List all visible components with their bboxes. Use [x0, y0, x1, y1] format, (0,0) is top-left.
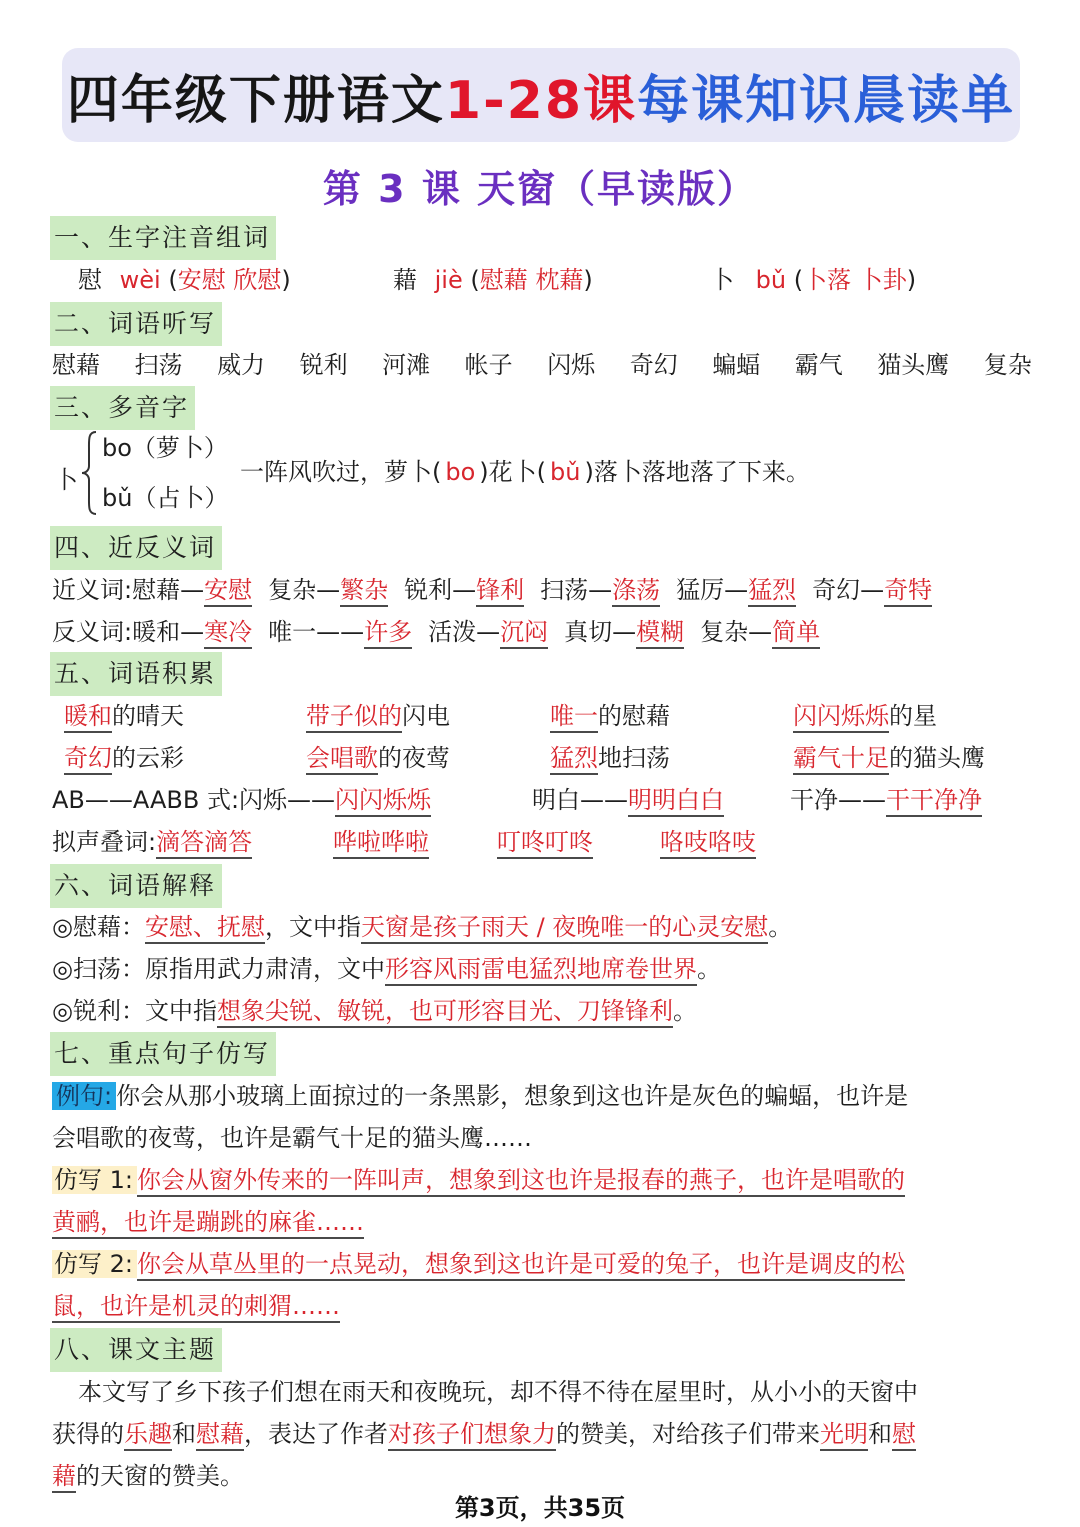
theme-text: ，表达了作者 [244, 1420, 388, 1448]
title-part-grade: 四年级下册语文 [66, 70, 445, 131]
onomatopoeia-item [333, 822, 429, 862]
pinyin: jiè [434, 266, 463, 294]
synonym-answer: 繁杂 [340, 576, 388, 607]
word: 唯一 [268, 618, 317, 646]
antonym-answer: 寒冷 [204, 618, 252, 649]
antonym-answer: 模糊 [636, 618, 684, 649]
words: 慰藉 枕藉 [479, 266, 584, 294]
explanation-text: 文中指 [144, 997, 217, 1025]
imitation-2-line-2 [52, 1286, 340, 1326]
dash: — [860, 576, 885, 604]
pinyin: wèi [119, 266, 161, 294]
pinyin: bǔ [755, 266, 787, 294]
imitation-text: 你会从草丛里的一点晃动，想象到这也许是可爱的兔子，也许是调皮的松 [137, 1250, 905, 1281]
dash: — [316, 576, 341, 604]
synonym-answer: 涤荡 [612, 576, 660, 607]
section-heading-8: 八、课文主题 [50, 1328, 222, 1372]
dictation-word: 蝙蝠 [712, 351, 761, 379]
dash: — [612, 618, 637, 646]
section-heading-4: 四、近反义词 [50, 526, 222, 570]
aabb-item [790, 780, 982, 820]
explanation-answer: 安慰、抚慰 [145, 913, 265, 944]
imitation-label: 仿写 1: [52, 1166, 137, 1194]
theme-line-1: 本文写了乡下孩子们想在雨天和夜晚玩，却不得不待在屋里时，从小小的天窗中 [78, 1378, 918, 1406]
explanation-1 [52, 907, 792, 947]
onomatopoeia-item [497, 822, 593, 862]
synonym-answer: 奇特 [884, 576, 932, 607]
phrase [306, 738, 450, 778]
synonym-answer: 安慰 [204, 576, 252, 607]
sentence-text: )花卜( [479, 458, 547, 486]
explanation-answer: 想象尖锐、敏锐，也可形容目光、刀锋锋利 [217, 997, 673, 1028]
imitation-text: 鼠，也许是机灵的刺猬…… [52, 1292, 340, 1323]
explanation-3 [52, 991, 697, 1031]
onomatopoeia-answer: 叮咚叮咚 [497, 828, 593, 859]
onomatopoeia-row [52, 822, 252, 862]
theme-answer: 对孩子们想象力 [388, 1420, 556, 1451]
period: 。 [672, 997, 697, 1025]
title-part-name: 每课知识晨读单 [637, 70, 1016, 131]
explanation-answer: 形容风雨雷电猛烈地席卷世界 [385, 955, 697, 986]
dictation-word: 河滩 [382, 351, 431, 379]
phrase-text: 的晴天 [112, 702, 184, 730]
example-sentence-line-1 [52, 1076, 908, 1116]
synonyms-row [52, 570, 932, 610]
word: 猛厉 [676, 576, 725, 604]
section-heading-7: 七、重点句子仿写 [50, 1032, 276, 1076]
theme-answer: 慰 [892, 1420, 916, 1451]
theme-answer: 光明 [820, 1420, 868, 1451]
synonym-answer: 猛烈 [748, 576, 796, 607]
word: 慰藉 [132, 576, 181, 604]
antonym-answer: 许多 [364, 618, 412, 649]
term-label: ◎扫荡： [52, 955, 145, 983]
section-heading-2: 二、词语听写 [50, 302, 222, 346]
phrase [550, 696, 670, 736]
phrase-text: 的慰藉 [598, 702, 670, 730]
term-label: ◎慰藉： [52, 913, 145, 941]
theme-text: 的天窗的赞美。 [76, 1462, 244, 1490]
onomatopoeia-answer: 哗啦哗啦 [333, 828, 429, 859]
theme-answer: 藉 [52, 1462, 76, 1493]
onomatopoeia-item [660, 822, 756, 862]
dash: — [724, 576, 749, 604]
word: 真切 [564, 618, 613, 646]
explanation-text: ，文中指 [264, 913, 361, 941]
dictation-word: 慰藉 [52, 351, 100, 379]
brace-icon [80, 430, 100, 516]
phrase-answer: 奇幻 [64, 744, 112, 775]
dictation-word: 威力 [217, 351, 266, 379]
title-banner [62, 48, 1020, 142]
imitation-text: 黄鹂，也许是蹦跳的麻雀…… [52, 1208, 364, 1239]
polyphone-brace-group [52, 428, 242, 518]
phrase-answer: 会唱歌 [306, 744, 378, 775]
aabb-item [532, 780, 724, 820]
dictation-word: 复杂 [983, 351, 1032, 379]
char: 卜 [710, 266, 734, 294]
polyphone-char: 卜 [54, 466, 78, 494]
aabb-label: AB——AABB 式:闪烁—— [52, 786, 336, 814]
aabb-answer: 明明白白 [628, 786, 724, 817]
example-sentence-line-2: 会唱歌的夜莺，也许是霸气十足的猫头鹰…… [52, 1124, 532, 1152]
theme-text: 获得的 [52, 1420, 124, 1448]
sentence-text: 一阵风吹过，萝卜( [240, 458, 442, 486]
phrase-text: 的云彩 [112, 744, 184, 772]
word: 暖和 [132, 618, 181, 646]
dictation-word: 霸气 [794, 351, 843, 379]
char: 藉 [393, 266, 417, 294]
words: 卜落 卜卦 [803, 266, 907, 294]
dash: — [476, 618, 501, 646]
phrase [793, 738, 985, 778]
explanation-2 [52, 949, 721, 989]
imitation-1-line-2 [52, 1202, 364, 1242]
synonym-answer: 锋利 [476, 576, 524, 607]
page-footer: 第3页，共35页 [454, 1494, 626, 1522]
dictation-word: 奇幻 [629, 351, 678, 379]
phrase-text: 的星 [889, 702, 937, 730]
phrase-answer: 唯一 [550, 702, 598, 733]
phrase-text: 的猫头鹰 [889, 744, 985, 772]
answer-bu: bǔ [550, 458, 581, 486]
example-label: 例句: [52, 1082, 116, 1110]
dash: — [180, 576, 205, 604]
imitation-label: 仿写 2: [52, 1250, 137, 1278]
onomatopoeia-answer: 滴答滴答 [156, 828, 252, 859]
char: 慰 [78, 266, 102, 294]
polyphone-sentence [240, 452, 810, 492]
theme-text: 和 [172, 1420, 196, 1448]
aabb-word: 明白—— [532, 786, 628, 814]
dash: — [588, 576, 613, 604]
lesson-title: 第 3 课 天窗（早读版） [322, 167, 758, 211]
phrase-answer: 暖和 [64, 702, 112, 733]
phrase [793, 696, 937, 736]
phrase-answer: 闪闪烁烁 [793, 702, 889, 733]
period: 。 [696, 955, 721, 983]
char-item-3: 卜 bǔ (卜落 卜卦) [710, 266, 917, 294]
char-item-1: 慰 wèi (安慰 欣慰) [78, 266, 291, 294]
explanation-text: 原指用武力肃清，文中 [144, 955, 385, 983]
dash: — [340, 618, 365, 646]
theme-text: 的赞美，对给孩子们带来 [556, 1420, 820, 1448]
title-part-range: 1-28课 [444, 70, 638, 131]
dash: — [452, 576, 477, 604]
word: 复杂 [268, 576, 317, 604]
onomatopoeia-label: 拟声叠词: [52, 828, 157, 856]
char-item-2: 藉 jiè (慰藉 枕藉) [393, 266, 593, 294]
antonyms-row [52, 612, 820, 652]
phrase [550, 738, 670, 778]
antonyms-label: 反义词: [52, 618, 133, 646]
phrase-answer: 猛烈 [550, 744, 598, 775]
section-heading-5: 五、词语积累 [50, 652, 222, 696]
reading-2: bǔ（占卜） [102, 484, 229, 512]
theme-answer: 乐趣 [124, 1420, 172, 1451]
imitation-1-line-1 [52, 1160, 905, 1200]
aabb-answer: 闪闪烁烁 [335, 786, 431, 817]
phrase-text: 的夜莺 [378, 744, 450, 772]
dictation-word: 猫头鹰 [877, 351, 950, 379]
word: 复杂 [700, 618, 749, 646]
phrase-answer: 带子似的 [306, 702, 402, 733]
period: 。 [768, 913, 793, 941]
reading-1: bo（萝卜） [102, 434, 228, 462]
section-heading-3: 三、多音字 [50, 386, 195, 430]
phrase [306, 696, 450, 736]
phrase-text: 闪电 [402, 702, 450, 730]
theme-line-2 [52, 1414, 916, 1454]
section-heading-1: 一、生字注音组词 [50, 216, 276, 260]
answer-bo: bo [445, 458, 476, 486]
antonym-answer: 简单 [772, 618, 820, 649]
section-heading-6: 六、词语解释 [50, 864, 222, 908]
phrase [64, 738, 184, 778]
dictation-word: 扫荡 [134, 351, 183, 379]
term-label: ◎锐利： [52, 997, 145, 1025]
dictation-word: 帐子 [464, 351, 513, 379]
word: 扫荡 [540, 576, 589, 604]
sentence-text: )落卜落地落了下来。 [584, 458, 810, 486]
dictation-word: 锐利 [299, 351, 348, 379]
antonym-answer: 沉闷 [500, 618, 548, 649]
phrase-answer: 霸气十足 [793, 744, 889, 775]
example-text: 你会从那小玻璃上面掠过的一条黑影，想象到这也许是灰色的蝙蝠，也许是 [116, 1082, 909, 1110]
aabb-row [52, 780, 431, 820]
phrase [64, 696, 184, 736]
words: 安慰 欣慰 [177, 266, 282, 294]
synonyms-label: 近义词: [52, 576, 133, 604]
word: 活泼 [428, 618, 477, 646]
dash: — [748, 618, 773, 646]
imitation-2-line-1 [52, 1244, 905, 1284]
word: 锐利 [404, 576, 453, 604]
aabb-answer: 干干净净 [886, 786, 982, 817]
theme-text: 和 [868, 1420, 892, 1448]
dictation-word: 闪烁 [547, 351, 596, 379]
theme-answer: 慰藉 [196, 1420, 244, 1451]
imitation-text: 你会从窗外传来的一阵叫声，想象到这也许是报春的燕子，也许是唱歌的 [137, 1166, 905, 1197]
aabb-word: 干净—— [790, 786, 886, 814]
dictation-words [52, 345, 1032, 385]
explanation-answer: 天窗是孩子雨天 / 夜晚唯一的心灵安慰 [361, 913, 768, 944]
dash: — [316, 618, 341, 646]
word: 奇幻 [812, 576, 861, 604]
onomatopoeia-answer: 咯吱咯吱 [660, 828, 756, 859]
phrase-text: 地扫荡 [598, 744, 670, 772]
dash: — [180, 618, 205, 646]
